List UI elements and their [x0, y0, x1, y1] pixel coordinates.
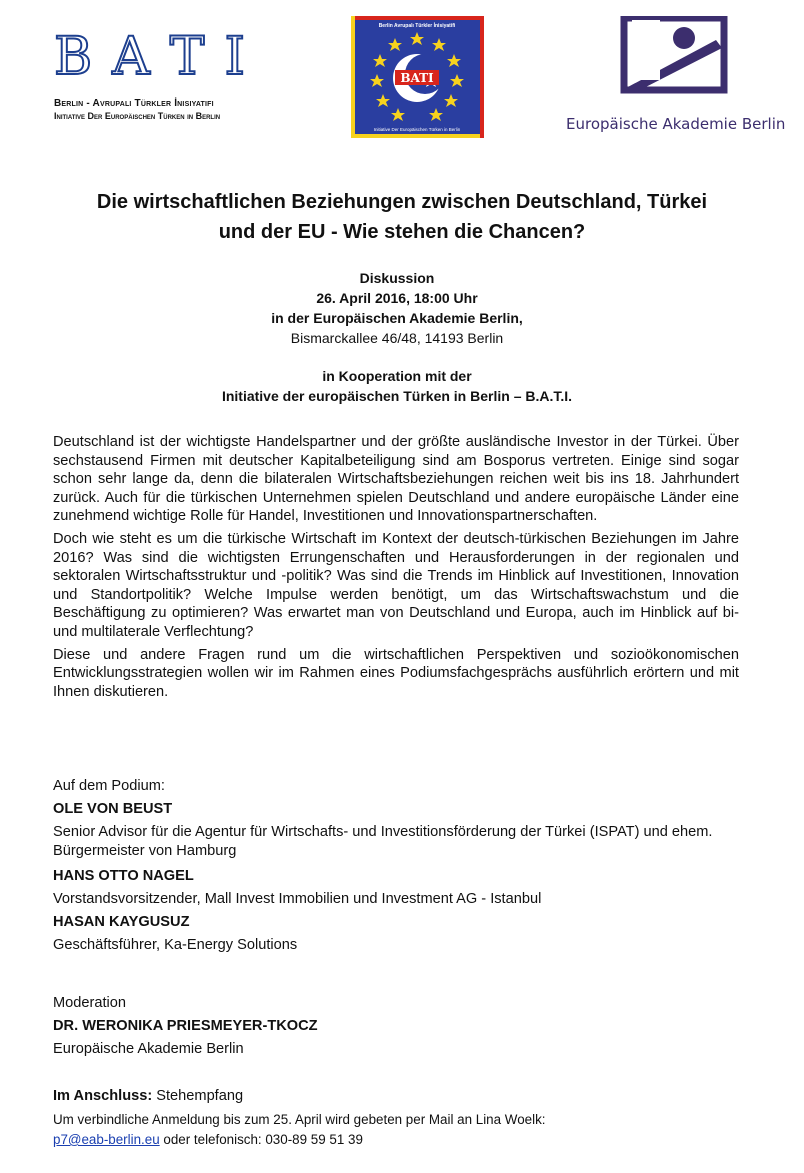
- moderator-name: DR. WERONIKA PRIESMEYER-TKOCZ: [53, 1018, 318, 1034]
- bati-subtitle-german: Initiative Der Europäischen Türken in Berlin: [54, 111, 221, 121]
- emblem-frame-left: [351, 16, 355, 138]
- speaker-2-desc: Vorstandsvorsitzender, Mall Invest Immobilien und Investment AG - Istanbul: [53, 891, 542, 907]
- bati-subtitle-turkish: Berlin - Avrupalı Türkler İnisiyatifi: [54, 98, 214, 109]
- event-type: Diskussion: [359, 270, 435, 286]
- title-line-2: und der EU - Wie stehen die Chancen?: [218, 221, 586, 243]
- cooperation-line-2: Initiative der europäischen Türken in Berlin – B.A.T.I.: [221, 388, 573, 404]
- event-info: [100, 268, 694, 348]
- event-venue: in der Europäischen Akademie Berlin,: [271, 310, 523, 326]
- speaker-1-name: OLE VON BEUST: [53, 801, 173, 817]
- rsvp-line: Um verbindliche Anmeldung bis zum 25. April wird gebeten per Mail an Lina Woelk:: [53, 1112, 546, 1127]
- moderation-section: [53, 994, 753, 1063]
- speaker-3-desc: Geschäftsführer, Ka-Energy Solutions: [53, 937, 298, 953]
- title-line-1: Die wirtschaftlichen Beziehungen zwischen Deutschland, Türkei: [96, 191, 708, 213]
- bati-logo: [54, 27, 274, 121]
- bati-letter: A: [112, 27, 152, 87]
- paragraph-2: Doch wie steht es um die türkische Wirtschaft im Kontext der deutsch-türkischen Beziehungen im Jahre 2016? Was sind die wichtigsten Errungenschaften und Herausforderungen in der regionalen und sektoralen Wirtschaftsstruktur und -politik? Was sind die Trends im Hinblick auf Investitionen, Innovation und Standortpolitik? Welche Impulse werden benötigt, um das Wirtschaftswachstum und die Beschäftigung zu optimieren? Was erwartet man von Deutschland und Europa, auch im Hinblick auf bi- und multilaterale Verflechtung?: [53, 530, 739, 640]
- eab-dot: [673, 27, 695, 49]
- event-datetime: 26. April 2016, 18:00 Uhr: [316, 290, 478, 306]
- contact-line: [53, 1130, 753, 1150]
- bati-letter: I: [224, 27, 248, 87]
- reception-value: Stehempfang: [152, 1088, 244, 1104]
- speaker-1-desc: Senior Advisor für die Agentur für Wirtschafts- und Investitionsförderung der Türkei (ISPAT) und ehem. Bürgermeister von Hamburg: [53, 824, 713, 859]
- reception-label: Im Anschluss:: [53, 1088, 153, 1104]
- eab-name: Europäische Akademie Berlin: [566, 115, 786, 133]
- emblem-frame-bottom: [351, 134, 484, 138]
- eab-logo: [566, 16, 786, 136]
- email-link[interactable]: p7@eab-berlin.eu: [53, 1132, 160, 1147]
- paragraph-3: Diese und andere Fragen rund um die wirtschaftlichen Perspektiven und sozioökonomischen Entwicklungsstrategien wollen wir im Rahmen eines Podiumsfachgesprächs ausführlich erörtern und mit Ihnen diskutieren.: [53, 646, 739, 700]
- cooperation-note: [100, 366, 694, 406]
- moderation-heading: Moderation: [53, 995, 127, 1011]
- cooperation-line-1: in Kooperation mit der: [322, 368, 472, 384]
- moderator-org: Europäische Akademie Berlin: [53, 1041, 244, 1057]
- eab-gap: [632, 20, 660, 80]
- event-address: Bismarckallee 46/48, 14193 Berlin: [290, 330, 504, 346]
- body-text: [53, 433, 739, 705]
- emblem-ring-bottom: Initiative Der Europäischen Türken in Berlin: [373, 127, 461, 132]
- emblem-frame-right: [480, 16, 484, 138]
- phone-text: oder telefonisch: 030-89 59 51 39: [159, 1132, 363, 1147]
- emblem-ring-top: Berlin Avrupalı Türkler İnisiyatifi: [378, 23, 456, 29]
- emblem-frame-top: [351, 16, 484, 20]
- emblem-badge-text: BATI: [400, 71, 434, 85]
- bati-eu-emblem: [351, 16, 484, 138]
- bati-letter: T: [169, 27, 207, 87]
- speaker-3-name: HASAN KAYGUSUZ: [53, 914, 190, 930]
- speaker-2-name: HANS OTTO NAGEL: [53, 868, 194, 884]
- paragraph-1: Deutschland ist der wichtigste Handelspartner und der größte ausländische Investor in der Türkei. Über sechstausend Firmen mit deutscher Kapitalbeteiligung sind am Bosporus vertreten. Einige sind sogar schon sehr lange da, denn die bilateralen Wirtschaftsbeziehungen reichen weit bis ins 18. Jahrhundert zurück. Auch für die türkischen Unternehmen spielen Deutschland und andere europäische Länder eine zunehmend wichtige Rolle für Handel, Investitionen und Innovationspartnerschaften.: [53, 434, 739, 525]
- reception-line: [53, 1087, 753, 1110]
- footer-section: [53, 1087, 753, 1150]
- podium-section: [53, 777, 753, 959]
- bati-wordmark: [54, 27, 274, 87]
- bati-letter: B: [54, 27, 95, 87]
- page-title: [40, 187, 764, 247]
- eab-logo-mark: [566, 16, 781, 111]
- podium-heading: Auf dem Podium:: [53, 778, 165, 794]
